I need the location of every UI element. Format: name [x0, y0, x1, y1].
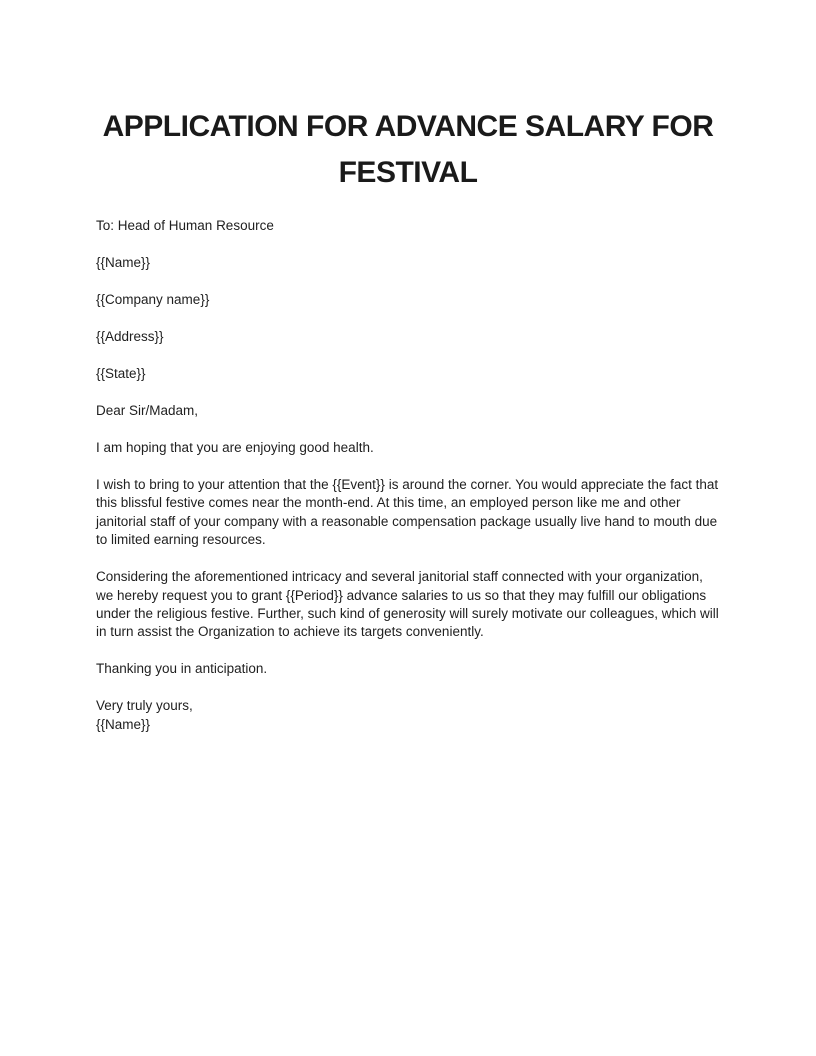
document-title-line-1: APPLICATION FOR ADVANCE SALARY FOR	[102, 110, 714, 143]
recipient-company-placeholder: {{Company name}}	[96, 292, 210, 307]
closing-thanks: Thanking you in anticipation.	[96, 661, 268, 677]
recipient-address-placeholder: {{Address}}	[96, 329, 164, 344]
opening-line: I am hoping that you are enjoying good health.	[96, 440, 374, 455]
letter-body	[96, 217, 720, 734]
recipient-to-line: To: Head of Human Resource	[96, 218, 274, 233]
salutation: Dear Sir/Madam,	[96, 403, 199, 418]
signoff: Very truly yours,	[96, 698, 193, 714]
recipient-state-placeholder: {{State}}	[96, 366, 146, 381]
body-paragraph-1: I wish to bring to your attention that the {{Event}} is around the corner. You would appreciate the fact that this blissful festive comes near the month-end. At this time, an employed person like me and other janitorial staff of your company with a reasonable compensation package usually live hand to mouth due to limited earning resources.	[96, 477, 719, 548]
recipient-name-placeholder: {{Name}}	[96, 255, 151, 270]
signature-placeholder: {{Name}}	[96, 716, 151, 732]
document-title	[96, 104, 720, 196]
document-title-line-2: FESTIVAL	[338, 156, 478, 189]
body-paragraph-2: Considering the aforementioned intricacy and several janitorial staff connected with your organization, we hereby request you to grant {{Period}} advance salaries to us so that they may fulfill our obligations under the religious festive. Further, such kind of generosity will surely motivate our colleagues, which will in turn assist the Organization to achieve its targets conveniently.	[96, 569, 719, 640]
